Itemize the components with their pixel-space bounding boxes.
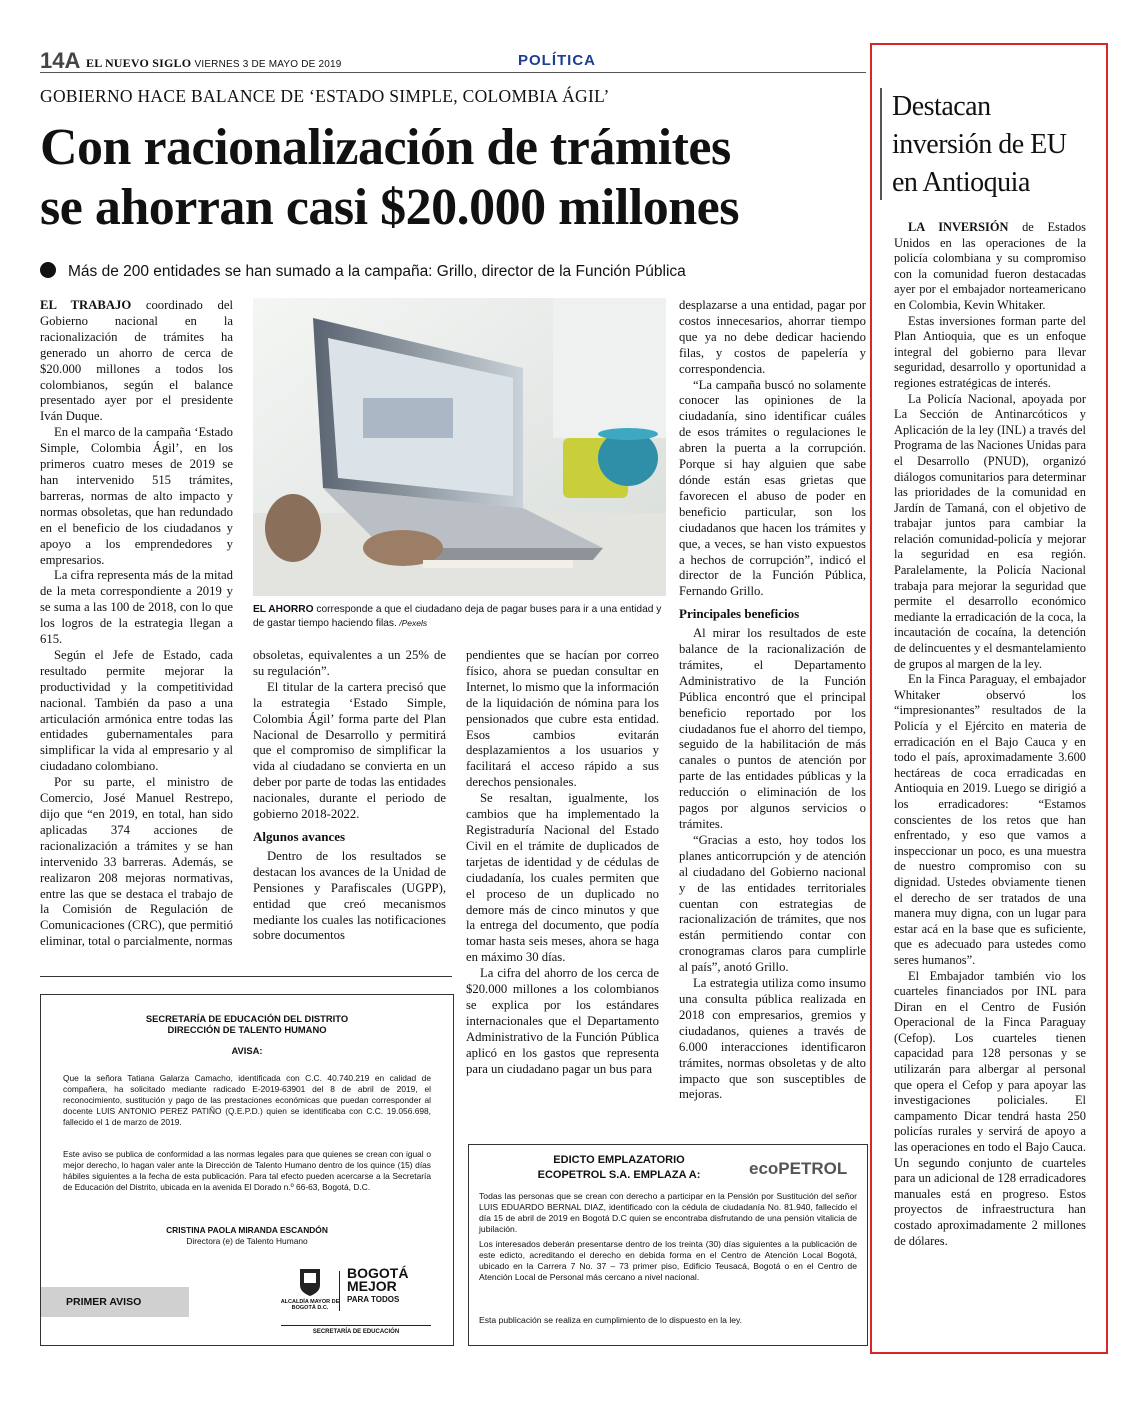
first-notice-badge: PRIMER AVISO bbox=[41, 1287, 189, 1317]
notice-label: AVISA: bbox=[231, 1045, 263, 1056]
article-kicker: GOBIERNO HACE BALANCE DE ‘ESTADO SIMPLE, COLOMBIA ÁGIL’ bbox=[40, 86, 610, 106]
headline-line-1: Con racionalización de trámites bbox=[40, 119, 731, 176]
laptop-photo bbox=[253, 298, 666, 596]
ecopetrol-notice-ad bbox=[468, 1144, 868, 1346]
ad-para-1: Que la señora Tatiana Galarza Camacho, identificada con C.C. 40.740.219 en calidad de compañera, ha solicitado mediante radicado E-2019-63901 del 8 de abril de 2019, el reconocimiento, sustitución y pago de las prestaciones económicas que puedan corresponder al docente LUIS ANTONIO PEREZ PATIÑO (Q.E.P.D.) quien se identificaba con C.C. 19.056.698, fallecido el 1 de marzo de 2019. bbox=[63, 1073, 431, 1127]
section-heading: Principales beneficios bbox=[679, 606, 800, 622]
photo-caption bbox=[253, 603, 666, 630]
section-name: POLÍTICA bbox=[518, 52, 596, 69]
article-paragraph: pendientes que se hacían por correo físico, ahora se puedan consultar en Internet, lo mismo que la información de la liquidación de nómina para los pensionados que cubre esta entidad. Esos cambios evitarán desplazamientos a los usuarios y facilitará el acceso rápido a sus derechos pensionales. bbox=[466, 648, 659, 790]
article-paragraph: Dentro de los resultados se destacan los avances de la Unidad de Pensiones y Parafiscales (UGPP), entidad que creó mecanismos mediante los cuales las notificaciones sobre documentos bbox=[253, 848, 446, 943]
logo-para-todos: PARA TODOS bbox=[347, 1295, 400, 1304]
bullet-icon bbox=[40, 262, 56, 278]
article-paragraph: obsoletas, equivalentes a un 25% de su regulación”. bbox=[253, 648, 446, 678]
article-column-2 bbox=[253, 648, 446, 944]
newspaper-name: EL NUEVO SIGLO bbox=[86, 56, 192, 70]
logo-mejor: MEJOR bbox=[347, 1278, 397, 1294]
sidebar-title bbox=[892, 88, 1102, 202]
article-paragraph: En el marco de la campaña ‘Estado Simple, Colombia Ágil’, en los primeros cuatro meses de 2019 se han intervenido 515 trámites, barreras, normas de alto impacto y normas obsoletas, que han redundado en el beneficio de los ciudadanos y apoyo a los emprendedores y empresarios. bbox=[40, 425, 233, 567]
sidebar-lead-word: LA INVERSIÓN bbox=[908, 220, 1009, 234]
seal-text: ALCALDÍA MAYOR DE BOGOTÁ D.C. bbox=[280, 1299, 340, 1311]
article-column-4 bbox=[679, 298, 866, 1103]
newspaper-date-line bbox=[86, 56, 342, 71]
issue-date: VIERNES 3 DE MAYO DE 2019 bbox=[194, 59, 342, 70]
ad-para-2: Los interesados deberán presentarse dentro de los treinta (30) días siguientes a la publicación de este edicto, acreditando el derecho en debida forma en el Centro de Atención Local Bogotá, ubicado en la Carrera 7 No. 37 – 73 primer piso, Edificio Teusacá, Bogotá o en el Centro de Atención Local de Personal más cercano a nivel nacional. bbox=[479, 1239, 857, 1282]
lead-word: EL TRABAJO bbox=[40, 298, 132, 312]
article-paragraph: La estrategia utiliza como insumo una consulta pública realizada en 2018 con empresarios, gremios y ciudadanos, quienes a través de 6.000 interacciones identificaron trámites, normas obsoletas y de alto impacto que son susceptibles de mejoras. bbox=[679, 976, 866, 1102]
article-paragraph: desplazarse a una entidad, pagar por costos innecesarios, ahorrar tiempo que ya no debe dedicar haciendo filas, y costos de papelería y correspondencia. bbox=[679, 298, 866, 376]
article-column-3 bbox=[466, 648, 659, 1077]
ad-signature bbox=[61, 1225, 433, 1247]
ad-para-3: Esta publicación se realiza en cumplimiento de lo dispuesto en la ley. bbox=[479, 1315, 743, 1325]
caption-lead: EL AHORRO bbox=[253, 604, 314, 615]
edict-subtitle: ECOPETROL S.A. EMPLAZA A: bbox=[537, 1169, 701, 1181]
paragraph-text: de Estados Unidos en las operaciones de la policía colombiana y su compromiso con la comunidad fueron destacadas ayer por el embajador norteamericano en Colombia, Kevin Whitaker. bbox=[894, 220, 1087, 312]
column-rule bbox=[40, 976, 452, 977]
article-paragraph: “La campaña buscó no solamente conocer las opiniones de la ciudadanía, sino identificar cuáles de esos trámites o regulaciones le abren la puerta a la corrupción. Porque si hay alguien que sabe dónde están esas grietas que favorecen el abuso de poder en beneficio particular, son los ciudadanos que hacen los trámites y que, a veces, se han visto expuestos a hechos de corrupción”, indicó el director de la Función Pública, Fernando Grillo. bbox=[679, 377, 866, 599]
seal-icon bbox=[298, 1267, 322, 1297]
subhead-text: Más de 200 entidades se han sumado a la campaña: Grillo, director de la Función Pública bbox=[68, 263, 686, 280]
org-name: SECRETARÍA DE EDUCACIÓN DEL DISTRITO bbox=[145, 1013, 349, 1024]
article-paragraph bbox=[40, 298, 233, 425]
article-paragraph: La cifra del ahorro de los cerca de $20.000 millones a los colombianos se explica por los estándares internacionales que el Departamento Administrativo de la Función Pública aplicó en los gastos que representa para un ciudadano pagar un bus para bbox=[466, 966, 659, 1076]
article-headline bbox=[40, 118, 860, 238]
article-photo bbox=[253, 298, 666, 596]
ad-para-1: Todas las personas que se crean con derecho a participar en la Pensión por Sustitución del señor LUIS EDUARDO BERNAL DIAZ, identificado con la cédula de ciudadanía No. 81.940, fallecido el día 15 de abril de 2019 en Bogotá D.C quien se encontraba disfrutando de una pensión vitalicia de jubilación. bbox=[479, 1191, 857, 1234]
sidebar-body bbox=[894, 220, 1086, 1249]
article-paragraph: Según el Jefe de Estado, cada resultado permite mejorar la productividad y la competitividad nacional. También da paso a una articulación armónica entre todas las entidades gubernamentales para simplificar la vida al empresario y al ciudadano colombiano. bbox=[40, 647, 233, 774]
page-number: 14A bbox=[40, 48, 81, 73]
ecopetrol-logo bbox=[749, 1159, 859, 1178]
sidebar-paragraph bbox=[894, 220, 1086, 314]
bogota-logo bbox=[347, 1267, 427, 1306]
section-heading: Algunos avances bbox=[253, 828, 346, 844]
sidebar-title-line-1: Destacan bbox=[892, 91, 991, 122]
signer-name: CRISTINA PAOLA MIRANDA ESCANDÓN bbox=[166, 1225, 328, 1235]
sidebar-paragraph: En la Finca Paraguay, el embajador Whitaker observó los “impresionantes” resultados de la Policía y el Ejército en materia de erradicación en el Bajo Cauca y en todo el país, aproximadamente 3.600 hectáreas de coca erradicadas en Antioquia en 2019. Luego se dirigió a los erradicadores: “Estamos conscientes de los retos que han enfrentado, y eso que vamos a inspeccionar un poco, es una muestra de nuestro compromiso con su dignidad. Ustedes obviamente tienen el derecho de ser tratados de una manera muy digna, con un lugar para estar acá en la base que es suficiente, que es adecuado para ustedes como seres humanos”. bbox=[894, 672, 1086, 967]
sidebar-title-line-2: inversión de EU bbox=[892, 129, 1067, 160]
edict-title: EDICTO EMPLAZATORIO bbox=[553, 1154, 685, 1166]
article-paragraph: La cifra representa más de la mitad de la meta correspondiente a 2019 y se suma a las 100 de 2018, con lo que los logros de la estrategia llegan a 615. bbox=[40, 568, 233, 647]
logo-bogota: BOGOTÁ bbox=[347, 1265, 409, 1281]
page-header bbox=[40, 46, 866, 73]
ad-title bbox=[469, 1153, 769, 1183]
headline-line-2: se ahorran casi $20.000 millones bbox=[40, 179, 739, 236]
paragraph-text: coordinado del Gobierno nacional en la racionalización de trámites ha generado un ahorro de cerca de $20.000 millones a todos los colombianos, según el balance presentado ayer por el presidente Iván Duque. bbox=[40, 298, 233, 424]
logo-text: ecoPETROL bbox=[749, 1159, 848, 1178]
signer-title: Directora (e) de Talento Humano bbox=[186, 1236, 308, 1246]
sidebar-paragraph: Estas inversiones forman parte del Plan Antioquia, que es un enfoque integral del gobierno para llevar seguridad, desarrollo y oportunidad a regiones estratégicas de interés. bbox=[894, 313, 1086, 390]
article-column-1 bbox=[40, 298, 233, 950]
logo-divider bbox=[339, 1271, 340, 1311]
ad-org bbox=[61, 1013, 433, 1056]
bogota-seal bbox=[279, 1267, 341, 1311]
ad-para-2: Este aviso se publica de conformidad a las normas legales para que quienes se crean con igual o mejor derecho, lo hagan valer ante la Dirección de Talento Humano dentro de los quince (15) días hábiles siguientes a la fecha de esta publicación. Para tal efecto pueden acercarse a la Secretaría de Educación del Distrito, ubicada en la avenida El Dorado n.º 66-63, Bogotá, D.C. bbox=[63, 1149, 431, 1192]
sidebar-paragraph: El Embajador también vio los cuarteles financiados por INL para Diran en el Centro de Fusión Operacional de la Finca Paraguay (Cefop). Los cuarteles tienen capacidad para 128 personas y se utilizarán para albergar al personal que opera el Cefop y para apoyar las investigaciones policiales. El campamento Dicar tendrá hasta 250 policías rurales y servirá de apoyo a las operaciones en todo el Bajo Cauca. Un segundo conjunto de cuarteles para un adicional de 128 erradicadores manuales está en progreso. Estos proyectos de infraestructura han costado aproximadamente 2 millones de dólares. bbox=[894, 968, 1086, 1248]
caption-text: corresponde a que el ciudadano deja de pagar buses para ir a una entidad y de gastar tiempo haciendo filas. bbox=[253, 604, 662, 629]
education-notice-ad bbox=[40, 994, 454, 1346]
logo-department: SECRETARÍA DE EDUCACIÓN bbox=[281, 1325, 431, 1338]
article-paragraph: Se resaltan, igualmente, los cambios que ha implementado la Registraduría Nacional del Estado Civil en el trámite de duplicados de tarjetas de identidad y de cédulas de ciudadanía, los cuales permiten que el proceso de un duplicado no demore más de cinco minutos y que la entrega del documento, que podía tomar hasta seis meses, ahora se haga en máximo 30 días. bbox=[466, 791, 659, 965]
sidebar-title-line-3: en Antioquia bbox=[892, 167, 1030, 198]
article-paragraph: El titular de la cartera precisó que la estrategia ‘Estado Simple, Colombia Ágil’ forma parte del Plan Nacional de Desarrollo y permitirá que el compromiso de simplificar la vida al ciudadano se convierta en un deber por parte de todas las entidades nacionales, durante el periodo de gobierno 2018-2022. bbox=[253, 679, 446, 822]
sidebar-title-rule bbox=[880, 88, 882, 200]
sidebar-paragraph: La Policía Nacional, apoyada por La Sección de Antinarcóticos y Aplicación de la ley (INL) a través del Programa de las Naciones Unidas para el Desarrollo (PNUD), organizó diálogos comunitarios para determinar las prioridades de la comunidad en Jardín de Tamaná, con el objetivo de trabajar juntos para cambiar la relación comunidad-policía y mejorar la seguridad en esa región. Paralelamente, la Policía Nacional trabaja para mejorar la seguridad que permite el desarrollo económico mediante la erradicación de la coca, la incautación de cocaína, la detención de delincuentes y el desmantelamiento de grupos al margen de la ley. bbox=[894, 391, 1086, 671]
article-paragraph: Al mirar los resultados de este balance de la racionalización de trámites, el Departamento Administrativo de la Función Pública encontró que el principal beneficio reportado por los ciudadanos fue el ahorro del tiempo, seguido de la habilitación de más canales o puntos de atención por parte de las entidades públicas y la reducción o eliminación de los pagos por algunos servicios o trámites. bbox=[679, 626, 866, 831]
caption-credit: /Pexels bbox=[396, 617, 428, 628]
org-dept: DIRECCIÓN DE TALENTO HUMANO bbox=[167, 1024, 327, 1035]
article-subhead bbox=[40, 262, 870, 281]
article-paragraph: “Gracias a esto, hoy todos los planes anticorrupción y de atención al ciudadano del Gobierno nacional y de las entidades territoriales cuentan con estrategias de racionalización de trámites, que nos están permitiendo contar con cronogramas claros para cumplirle al país”, anotó Grillo. bbox=[679, 832, 866, 975]
article-paragraph: Por su parte, el ministro de Comercio, José Manuel Restrepo, dijo que “en 2019, en total, han sido aplicadas 374 acciones de racionalización a trámites y se han intervenido 33 barreras. Además, se realizaron 208 mejoras normativas, entre las que se destaca el trabajo de la Comisión de Regulación de Comunicaciones (CRC), que permitió eliminar, total o parcialmente, normas bbox=[40, 775, 233, 949]
